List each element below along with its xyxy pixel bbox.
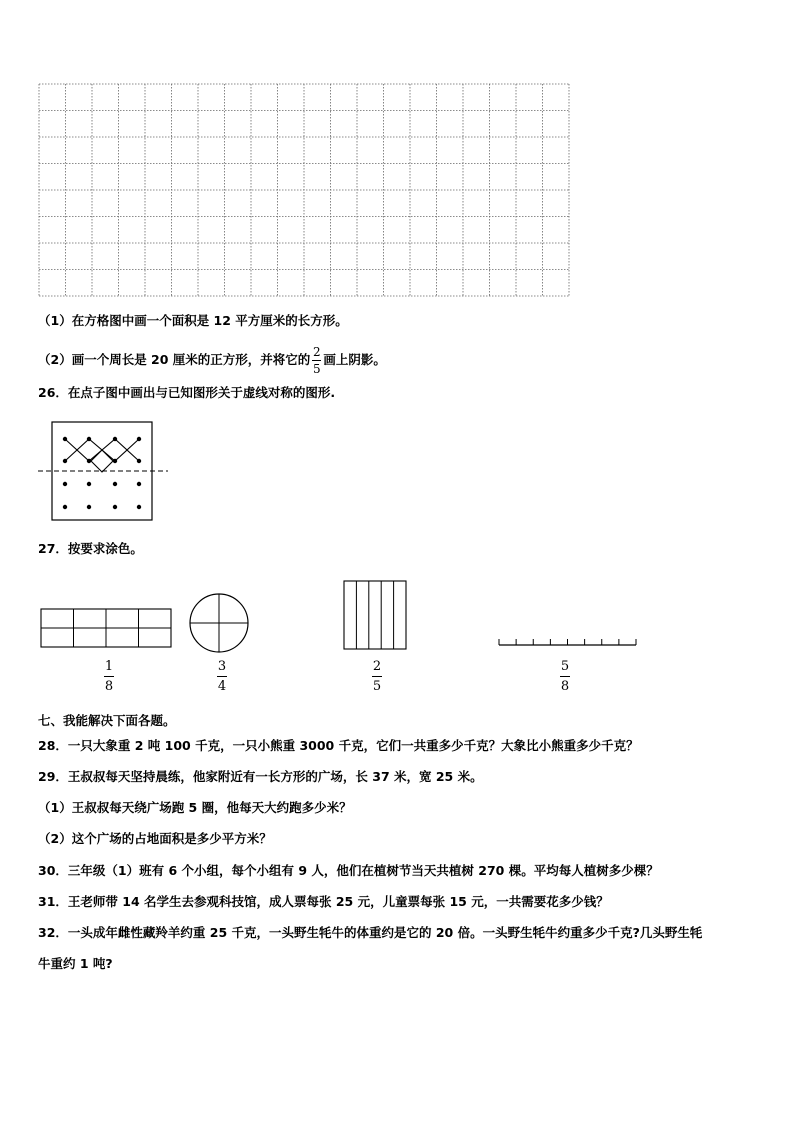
grid-dot <box>87 459 91 463</box>
fraction-2-5: $\frac{2}{5}$ <box>312 345 321 376</box>
q29-text: 29．王叔叔每天坚持晨练，他家附近有一长方形的广场，长 37 米，宽 25 米。 <box>38 769 483 784</box>
grid-dot <box>137 459 141 463</box>
segment-eighths[interactable] <box>495 634 640 648</box>
q30-text: 30．三年级（1）班有 6 个小组，每个小组有 9 人，他们在植树节当天共植树 270 棵。平均每人植树多少棵？ <box>38 863 659 878</box>
grid-dot <box>137 437 141 441</box>
grid-paper[interactable] <box>38 83 570 297</box>
grid-dot <box>113 459 117 463</box>
grid-dot <box>137 505 141 509</box>
q27-text: 27．按要求涂色。 <box>38 541 143 556</box>
grid-dot <box>63 505 67 509</box>
grid-dot <box>113 437 117 441</box>
grid-dot <box>63 437 67 441</box>
q32-line2: 牛重约 1 吨? <box>38 956 113 971</box>
grid-dot <box>87 505 91 509</box>
rectangle-fifths[interactable] <box>340 578 410 652</box>
fraction-2-5-figure: 2 5 <box>372 659 382 694</box>
q26-text: 26．在点子图中画出与已知图形关于虚线对称的图形. <box>38 385 336 400</box>
grid-dot <box>113 482 117 486</box>
grid-dot <box>63 459 67 463</box>
dot-grid-figure[interactable] <box>38 420 170 524</box>
q32-line1: 32．一头成年雌性藏羚羊约重 25 千克，一头野生牦牛的体重约是它的 20 倍。一头野生牦牛约重多少千克?几头野生牦 <box>38 925 703 940</box>
q28-text: 28．一只大象重 2 吨 100 千克，一只小熊重 3000 千克，它们一共重多少千克？大象比小熊重多少千克？ <box>38 738 639 753</box>
grid-dot <box>137 482 141 486</box>
q29-part1: （1）王叔叔每天绕广场跑 5 圈，他每天大约跑多少米？ <box>38 800 352 815</box>
q29-part2: （2）这个广场的占地面积是多少平方米？ <box>38 831 272 846</box>
section-7-title: 七、我能解决下面各题。 <box>38 713 176 728</box>
q31-text: 31．王老师带 14 名学生去参观科技馆，成人票每张 25 元，儿童票每张 15 元，一共需要花多少钱？ <box>38 894 609 909</box>
fraction-5-8: 5 8 <box>560 659 570 694</box>
given-shape-diamond <box>91 450 113 472</box>
grid-dot <box>113 505 117 509</box>
grid-dot <box>87 482 91 486</box>
grid-dot <box>87 437 91 441</box>
rectangle-eighths[interactable] <box>38 606 174 650</box>
grid-dot <box>63 482 67 486</box>
circle-quarters[interactable] <box>186 590 252 656</box>
fraction-3-4: 3 4 <box>217 659 227 694</box>
fraction-1-8: 1 8 <box>104 659 114 694</box>
q25-part2: （2）画一个周长是 20 厘米的正方形，并将它的 $\frac{2}{5}$ 画上阴影。 <box>38 345 386 376</box>
q25-part1: （1）在方格图中画一个面积是 12 平方厘米的长方形。 <box>38 313 348 328</box>
